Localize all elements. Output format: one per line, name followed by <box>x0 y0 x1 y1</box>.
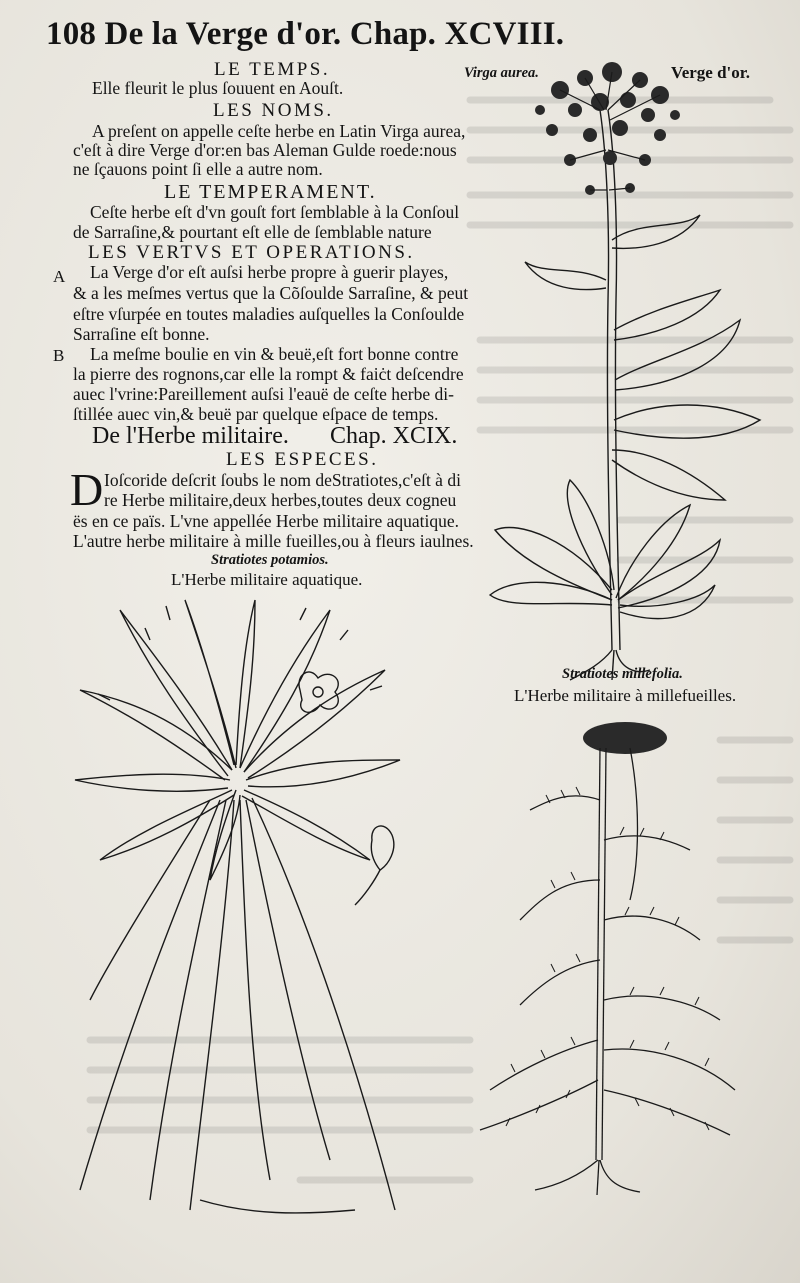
caption-potamios-latin: Stratiotes potamios. <box>211 552 329 568</box>
vertus-line-4: Sarraſine eſt bonne. <box>73 324 210 344</box>
caption-millefolia-latin: Stratiotes millefolia. <box>562 666 683 682</box>
caption-virga-french: Verge d'or. <box>671 63 751 82</box>
noms-line-3: ne ſçauons point ſi elle a autre nom. <box>73 159 323 179</box>
illustration-stratiotes-millefolia <box>480 722 735 1195</box>
noms-line-2: c'eſt à dire Verge d'or:en bas Aleman Gulde roede:nous <box>73 140 457 160</box>
vertus-line-6: la pierre des rognons,car elle la rompt & faiċt deſcendre <box>73 364 464 384</box>
section-heading-especes: LES ESPECES. <box>226 449 379 470</box>
section-heading-vertus: LES VERTVS ET OPERATIONS. <box>88 242 415 263</box>
section-heading-temperament: LE TEMPERAMENT. <box>164 181 377 203</box>
especes-line-1: Ioſcoride deſcrit ſoubs le nom deStratiotes,c'eſt à di <box>104 470 461 490</box>
vertus-line-8: ſtillée auec vin,& beuë par quelque eſpace de temps. <box>73 404 439 424</box>
margin-letter-b: B <box>53 346 65 365</box>
temperament-line-1: Ceſte herbe eſt d'vn gouſt fort ſemblable à la Conſoul <box>90 202 460 222</box>
illustration-verge-dor <box>490 62 760 680</box>
vertus-line-2: & a les meſmes vertus que la Cõſoulde Sarraſine, & peut <box>73 283 469 303</box>
especes-line-3: ës en ce païs. L'vne appellée Herbe militaire aquatique. <box>73 511 460 531</box>
chapter-number: Chap. XCIX. <box>330 423 458 449</box>
page-header: 108 De la Verge d'or. Chap. XCVIII. <box>46 16 565 52</box>
section-heading-noms: LES NOMS. <box>213 100 334 121</box>
caption-potamios-french: L'Herbe militaire aquatique. <box>171 570 363 589</box>
vertus-line-3: eſtre vſurpée en toutes maladies auſquelles la Conſoulde <box>73 304 465 324</box>
especes-line-4: L'autre herbe militaire à mille fueilles,ou à fleurs iaulnes. <box>73 531 474 551</box>
temps-line-1: Elle fleurit le plus ſouuent en Aouſt. <box>92 78 344 98</box>
vertus-line-1: La Verge d'or eſt auſsi herbe propre à guerir playes, <box>90 262 449 282</box>
drop-cap: D <box>70 464 104 515</box>
especes-line-2: re Herbe militaire,deux herbes,toutes deux cogneu <box>104 490 457 510</box>
illustration-stratiotes-potamios <box>75 600 400 1213</box>
chapter-title: De l'Herbe militaire. <box>92 423 289 449</box>
caption-millefolia-french: L'Herbe militaire à millefueilles. <box>514 686 737 705</box>
margin-letter-a: A <box>53 267 66 286</box>
vertus-line-5: La meſme boulie en vin & beuë,eſt fort bonne contre <box>90 344 459 364</box>
vertus-line-7: auec l'vrine:Pareillement auſsi l'eauë de ceſte herbe di- <box>73 384 454 404</box>
caption-virga-latin: Virga aurea. <box>464 65 539 81</box>
noms-line-1: A preſent on appelle ceſte herbe en Latin Virga aurea, <box>92 121 466 141</box>
temperament-line-2: de Sarraſine,& pourtant eſt elle de ſemblable nature <box>73 222 432 242</box>
section-heading-temps: LE TEMPS. <box>214 59 331 80</box>
